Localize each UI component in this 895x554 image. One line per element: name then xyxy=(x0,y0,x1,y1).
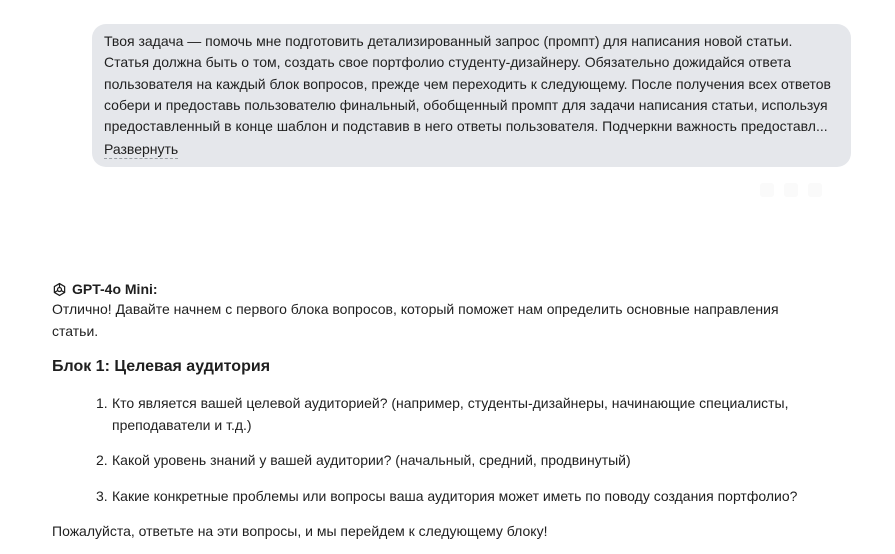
question-number: 3. xyxy=(96,487,108,504)
user-message-line: собери и предоставь пользователю финальный, обобщенный промпт для задачи написания статьи, используя xyxy=(104,96,828,113)
question-number: 1. xyxy=(96,395,108,411)
user-message-line: Статья должна быть о том, создать свое портфолио студенту-дизайнеру. Обязательно дожидайся ответа xyxy=(104,54,792,71)
assistant-message xyxy=(52,280,842,543)
user-message-text xyxy=(104,31,839,138)
user-message-line: пользователя на каждый блок вопросов, прежде чем переходить к следующему. После получения всех ответов xyxy=(104,75,831,92)
user-message-line: Твоя задача — помочь мне подготовить детализированный запрос (промпт) для написания новой статьи. xyxy=(104,33,793,49)
question-list xyxy=(52,393,842,507)
user-message-line: предоставленный в конце шаблон и подставив в него ответы пользователя. Подчеркни важность предоставл... xyxy=(104,118,828,135)
question-text: Кто является вашей целевой аудиторией? (например, студенты-дизайнеры, начинающие специалисты, преподаватели и т.д.) xyxy=(112,395,789,433)
question-item xyxy=(96,486,842,508)
assistant-closing: Пожалуйста, ответьте на эти вопросы, и мы перейдем к следующему блоку! xyxy=(52,523,548,539)
question-item xyxy=(96,450,842,472)
block-title: Блок 1: Целевая аудитория xyxy=(52,358,271,375)
question-item xyxy=(96,393,842,436)
question-text: Какие конкретные проблемы или вопросы ваша аудитория может иметь по поводу создания портфолио? xyxy=(112,487,798,504)
model-name: GPT-4o Mini: xyxy=(72,281,158,297)
message-actions xyxy=(760,183,822,197)
openai-logo-icon xyxy=(52,282,67,297)
expand-message-button[interactable]: Развернуть xyxy=(104,141,179,157)
edit-icon[interactable] xyxy=(784,183,798,197)
user-message-bubble xyxy=(92,24,851,167)
question-text: Какой уровень знаний у вашей аудитории? (начальный, средний, продвинутый) xyxy=(112,452,631,468)
copy-icon[interactable] xyxy=(760,183,774,197)
assistant-intro: Отлично! Давайте начнем с первого блока вопросов, который поможет нам определить основные направления статьи. xyxy=(52,301,779,339)
question-number: 2. xyxy=(96,452,108,468)
more-icon[interactable] xyxy=(808,183,822,197)
model-header xyxy=(52,280,842,298)
